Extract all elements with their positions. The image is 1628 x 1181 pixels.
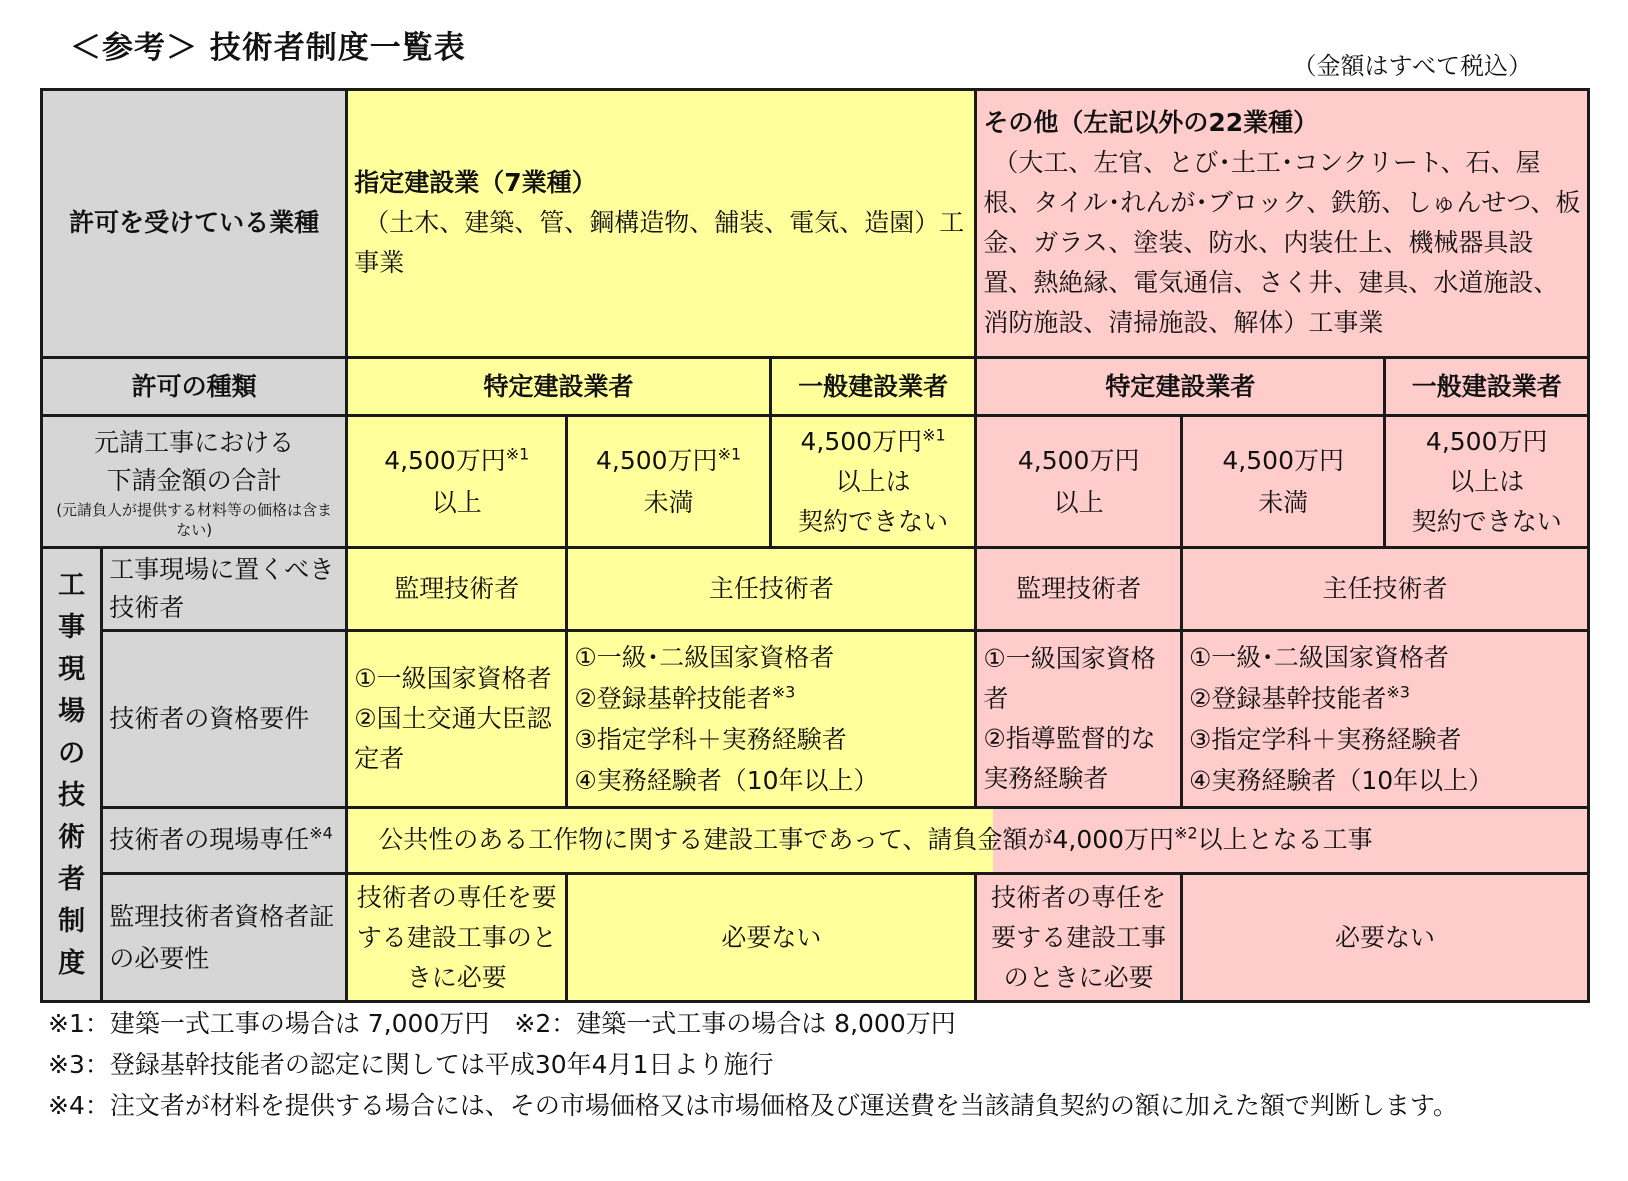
amount-miman: 未満: [643, 487, 694, 517]
designated-industry-cell: [347, 90, 976, 358]
dedicated-text-post: 以上となる工事: [1197, 825, 1373, 855]
qual-item: ①一級･二級国家資格者: [1188, 642, 1449, 672]
mark-2: ※2: [1174, 824, 1198, 844]
qual-item: ②登録基幹技能者: [1188, 683, 1387, 713]
ippan-header-pink: 一般建設業者: [1385, 357, 1589, 415]
tokutei-header-yellow: 特定建設業者: [347, 357, 771, 415]
qual-shunin-yellow: [567, 631, 976, 808]
side-char: 現: [58, 653, 86, 685]
amount-yellow-tokutei-under: [567, 416, 770, 548]
license-necessity-label: 監理技術者資格者証の必要性: [102, 874, 347, 1002]
amount-value: 4,500万円: [1222, 445, 1344, 475]
side-char: 者: [58, 863, 86, 895]
qual-item: ④実務経験者（10年以上）: [1188, 765, 1494, 795]
kanri-yellow: 監理技術者: [347, 548, 567, 631]
amount-ijou: 以上: [431, 487, 482, 517]
qual-item: ①一級国家資格者: [983, 643, 1156, 713]
subcontract-amount-label: [42, 416, 347, 548]
other-industry-title: その他（左記以外の22業種）: [983, 108, 1319, 138]
footnotes: [48, 1003, 1588, 1126]
license-required-yellow: 技術者の専任を要する建設工事のときに必要: [347, 874, 567, 1002]
mark-3: ※3: [771, 682, 796, 702]
footnote-3: ※3：登録基幹技能者の認定に関しては平成30年4月1日より施行: [48, 1050, 774, 1079]
amount-value: 4,500万円: [1425, 426, 1548, 456]
qual-item: ③指定学科＋実務経験者: [1188, 724, 1462, 754]
mark-1: ※1: [922, 425, 946, 445]
amount-value: 4,500万円: [384, 445, 506, 475]
side-char: 場: [58, 695, 86, 727]
amount-value: 4,500万円: [1017, 445, 1140, 475]
qual-item: ④実務経験者（10年以上）: [574, 765, 879, 795]
permit-type-label: 許可の種類: [42, 357, 347, 415]
side-char: 術: [58, 821, 86, 853]
dedicated-label: [102, 807, 347, 873]
qual-item: ①一級国家資格者: [354, 663, 552, 693]
other-industry-cell: [976, 90, 1589, 358]
license-not-required-pink: 必要ない: [1181, 874, 1588, 1002]
mark-3: ※3: [1386, 682, 1410, 702]
shunin-yellow: 主任技術者: [567, 548, 976, 631]
side-char: 事: [58, 611, 86, 643]
amount-pink-ippan: [1385, 416, 1589, 548]
ippan-header-yellow: 一般建設業者: [770, 357, 976, 415]
side-char: の: [58, 737, 86, 769]
footnote-4: ※4：注文者が材料を提供する場合には、その市場価格又は市場価格及び運送費を当該請負契約の額に加えた額で判断します。: [48, 1091, 1458, 1120]
side-char: 工: [58, 569, 86, 601]
subcontract-label-line2: 下請金額の合計: [106, 465, 282, 495]
amount-ijou-wa: 以上は: [835, 466, 911, 496]
side-char: 制: [58, 905, 86, 937]
amount-value: 4,500万円: [800, 426, 923, 456]
qual-item: ①一級･二級国家資格者: [574, 642, 835, 672]
subcontract-label-note: (元請負人が提供する材料等の価格は含まない): [56, 500, 333, 539]
qual-item: ③指定学科＋実務経験者: [574, 724, 847, 754]
dedicated-text-pre: 公共性のある工作物に関する建設工事であって、請負金額が4,000万円: [378, 825, 1175, 855]
side-char: 度: [58, 947, 86, 979]
amount-miman: 未満: [1258, 487, 1309, 517]
dedicated-condition: [347, 807, 1589, 873]
qual-shunin-pink: [1181, 631, 1588, 808]
amount-yellow-tokutei-over: [347, 416, 567, 548]
amount-cannot: 契約できない: [1411, 506, 1562, 536]
mark-1: ※1: [505, 444, 530, 464]
amount-cannot: 契約できない: [798, 506, 949, 536]
kanri-pink: 監理技術者: [976, 548, 1182, 631]
mark-4: ※4: [309, 824, 333, 844]
qualification-label: 技術者の資格要件: [102, 631, 347, 808]
page-title: ＜参考＞ 技術者制度一覧表: [70, 30, 466, 66]
qual-item: ②国土交通大臣認定者: [354, 703, 552, 773]
amount-yellow-ippan: [770, 416, 976, 548]
amount-value: 4,500万円: [595, 445, 718, 475]
engineer-type-label: 工事現場に置くべき技術者: [102, 548, 347, 631]
amount-pink-tokutei-over: [976, 416, 1182, 548]
dedicated-label-text: 技術者の現場専任: [109, 825, 310, 855]
designated-industry-desc: （土木、建築、管、鋼構造物、舗装、電気、造園）工事業: [354, 208, 965, 278]
qual-kanri-yellow: [347, 631, 567, 808]
side-char: 技: [58, 779, 86, 811]
shunin-pink: 主任技術者: [1181, 548, 1588, 631]
engineer-system-table: [40, 88, 1590, 1003]
tokutei-header-pink: 特定建設業者: [976, 357, 1385, 415]
subcontract-label-line1: 元請工事における: [94, 427, 295, 457]
license-not-required-yellow: 必要ない: [567, 874, 976, 1002]
qual-item: ②登録基幹技能者: [574, 683, 772, 713]
license-required-pink: 技術者の専任を要する建設工事のときに必要: [976, 874, 1182, 1002]
qual-item: ②指導監督的な実務経験者: [983, 723, 1156, 793]
mark-1: ※1: [717, 444, 742, 464]
permitted-industry-label: 許可を受けている業種: [42, 90, 347, 358]
other-industry-desc: （大工、左官、とび･土工･コンクリート、石、屋根、タイル･れんが･ブロック、鉄筋、しゅんせつ、板金、ガラス、塗装、防水、内装仕上、機械器具設置、熱絶縁、電気通信、さく井、建具、水道施設、消防施設、清掃施設、解体）工事業: [983, 148, 1581, 338]
footnote-1-2: ※1：建築一式工事の場合は 7,000万円 ※2：建築一式工事の場合は 8,000万円: [48, 1009, 956, 1038]
amount-ijou-wa: 以上は: [1449, 466, 1525, 496]
tax-note: （金額はすべて税込）: [1292, 52, 1532, 80]
designated-industry-title: 指定建設業（7業種）: [354, 168, 597, 198]
amount-pink-tokutei-under: [1181, 416, 1384, 548]
qual-kanri-pink: [976, 631, 1182, 808]
amount-ijou: 以上: [1053, 487, 1104, 517]
side-label-site-engineer-system: [42, 548, 102, 1002]
